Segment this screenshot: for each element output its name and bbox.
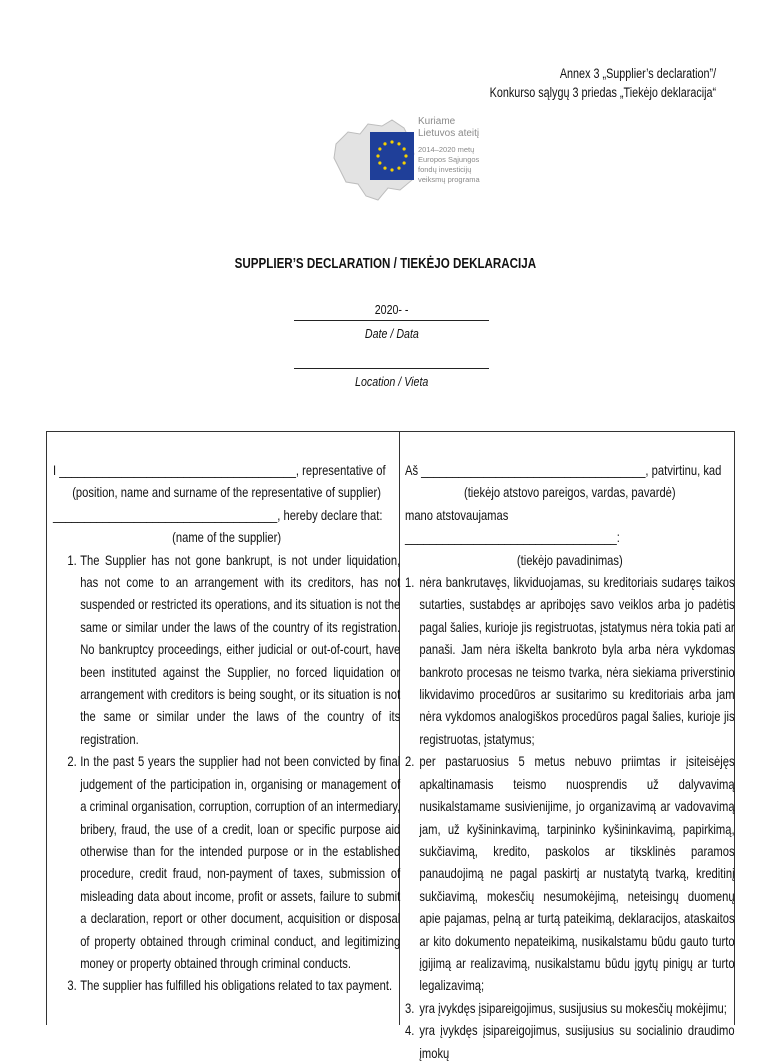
lithuanian-item-1 [405, 571, 735, 750]
declaration-table [46, 431, 735, 1061]
logo-line-6: veiksmų programa [418, 175, 480, 184]
item-number: 3. [67, 977, 77, 994]
eu-star-icon [376, 154, 379, 157]
item-number: 1. [67, 551, 77, 568]
supplier-caption: (name of the supplier) [172, 529, 282, 546]
logo-line-1: Kuriame [418, 116, 456, 127]
item-number: 1. [405, 574, 415, 591]
item-number: 3. [405, 999, 415, 1016]
representative-caption: (position, name and surname of the representative of supplier) [72, 484, 381, 501]
item-text: nėra bankrutavęs, likviduojamas, su kreditoriais sudaręs taikos sutarties, sustabdęs ar apribojęs savo veiklos arba jo padėtis pagal šalies, kurioje jis registruotas, įstatymus nėra tokia pati ar panaši. Jam nėra iškelta bankroto byla arba nėra vykdomas bankroto procesas ne teismo tvarka, nėra siekiama priverstinio likvidavimo procedūros ar susitarimo su kreditoriais arba jam nėra vykdomos analogiškos procedūros pagal šalies, kurioje jis registruotas, įstatymus; [419, 574, 735, 747]
item-number: 2. [405, 753, 415, 770]
eu-star-icon [397, 142, 400, 145]
logo-line-4: Europos Sąjungos [418, 155, 480, 164]
eu-star-icon [390, 168, 393, 171]
logo-line-3: 2014–2020 metų [418, 145, 475, 154]
english-column [47, 432, 400, 1025]
english-item-3 [53, 974, 400, 996]
date-field[interactable] [294, 302, 489, 341]
logo-line-5: fondų investicijų [418, 165, 472, 174]
eu-star-icon [383, 142, 386, 145]
annex-header [433, 64, 716, 102]
logo-text [418, 116, 480, 185]
date-value[interactable]: 2020- - [374, 302, 409, 317]
location-field[interactable] [294, 350, 489, 389]
eu-star-icon [397, 167, 400, 170]
english-item-1 [53, 549, 400, 751]
atstovo-line: Aš ____________________________________, patvirtinu, kad [405, 462, 722, 478]
item-text: In the past 5 years the supplier had not been convicted by final judgement of the participation in, organising or management of a criminal organisation, corruption, corruption of an intermediary, bribery, fraud, the use of a credit, loan or specific purpose aid otherwise than for the intended purpose or in the established procedure, credit fraud, non-payment of taxes, submission of misleading data about income, profit or assets, failure to submit a declaration, report or other document, acquisition or disposal of property obtained through criminal conduct, and legitimizing money or property obtained through criminal conducts. [80, 753, 401, 971]
eu-star-icon [383, 167, 386, 170]
atstovaujamas-line: mano atstovaujamas [405, 506, 509, 523]
date-underline [294, 320, 489, 321]
tiekejo-caption: (tiekėjo pavadinimas) [516, 551, 623, 568]
eu-funds-logo [330, 110, 510, 210]
lithuanian-item-3 [405, 997, 735, 1019]
lithuanian-column [400, 432, 735, 1061]
item-text: per pastaruosius 5 metus nebuvo priimtas ir įsiteisėjęs apkaltinamasis teismo nuosprendis už dalyvavimą nusikalstamame susivienijime, jo organizavimą ar vadovavimą jam, už kyšininkavimą, tarpininko kyšininkavimą, papirkimą, sukčiavimą, kredito, paskolos ar tiksklinės paramos panaudojimą ne pagal paskirtį ar nustatytą tvarką, kreditinį sukčiavimą, mokesčių nesumokėjimą, neteisingų duomenų apie pajamas, pelną ar turtą pateikimą, deklaracijos, ataskaitos ar kito dokumento nepateikimą, nusikalstamu būdu gauto turto įgijimą ar realizavimą, nusikalstamu būdu įgytų pinigų ar turto legalizavimą; [419, 753, 735, 994]
annex-line-lithuanian: Konkurso sąlygų 3 priedas „Tiekėjo deklaracija“ [489, 85, 716, 100]
logo-line-2: Lietuvos ateitį [418, 128, 480, 139]
eu-star-icon [403, 161, 406, 164]
location-underline [294, 368, 489, 369]
eu-star-icon [403, 147, 406, 150]
lithuanian-item-4 [405, 1019, 735, 1064]
lithuania-map-icon [330, 110, 420, 210]
item-number: 2. [67, 753, 77, 770]
annex-line-english: Annex 3 „Supplier’s declaration”/ [559, 66, 716, 81]
supplier-line: ____________________________________, hereby declare that: [53, 506, 383, 523]
item-text: The supplier has fulfilled his obligations related to tax payment. [80, 977, 393, 994]
item-text: yra įvykdęs įsipareigojimus, susijusius su socialinio draudimo įmokų [419, 1022, 735, 1061]
eu-star-icon [378, 147, 381, 150]
atstovo-caption: (tiekėjo atstovo pareigos, vardas, pavardė) [463, 484, 676, 501]
item-text: The Supplier has not gone bankrupt, is not under liquidation, has not come to an arrangement with its creditors, has not suspended or restricted its operations, and its situation is not the same or similar under the laws of the country of its registration. No bankruptcy proceedings, either judicial or out-of-court, have been instituted against the Supplier, no forced liquidation or arrangement with creditors is being sought, or its situation is not the same or similar under the laws of the country of its registration. [80, 551, 401, 747]
english-item-2 [53, 750, 400, 974]
representative-line: I ______________________________________, representative of [53, 462, 386, 478]
eu-star-icon [378, 161, 381, 164]
page-title [0, 256, 770, 272]
eu-star-icon [390, 140, 393, 143]
location-caption: Location / Vieta [354, 374, 429, 389]
title-text: SUPPLIER’S DECLARATION / TIEKĖJO DEKLARACIJA [234, 256, 536, 272]
tiekejo-line: __________________________________: [405, 529, 620, 546]
item-number: 4. [405, 1022, 415, 1039]
lithuanian-item-2 [405, 750, 735, 996]
item-text: yra įvykdęs įsipareigojimus, susijusius su mokesčių mokėjimu; [419, 999, 727, 1016]
eu-star-icon [404, 154, 407, 157]
date-caption: Date / Data [364, 326, 419, 341]
